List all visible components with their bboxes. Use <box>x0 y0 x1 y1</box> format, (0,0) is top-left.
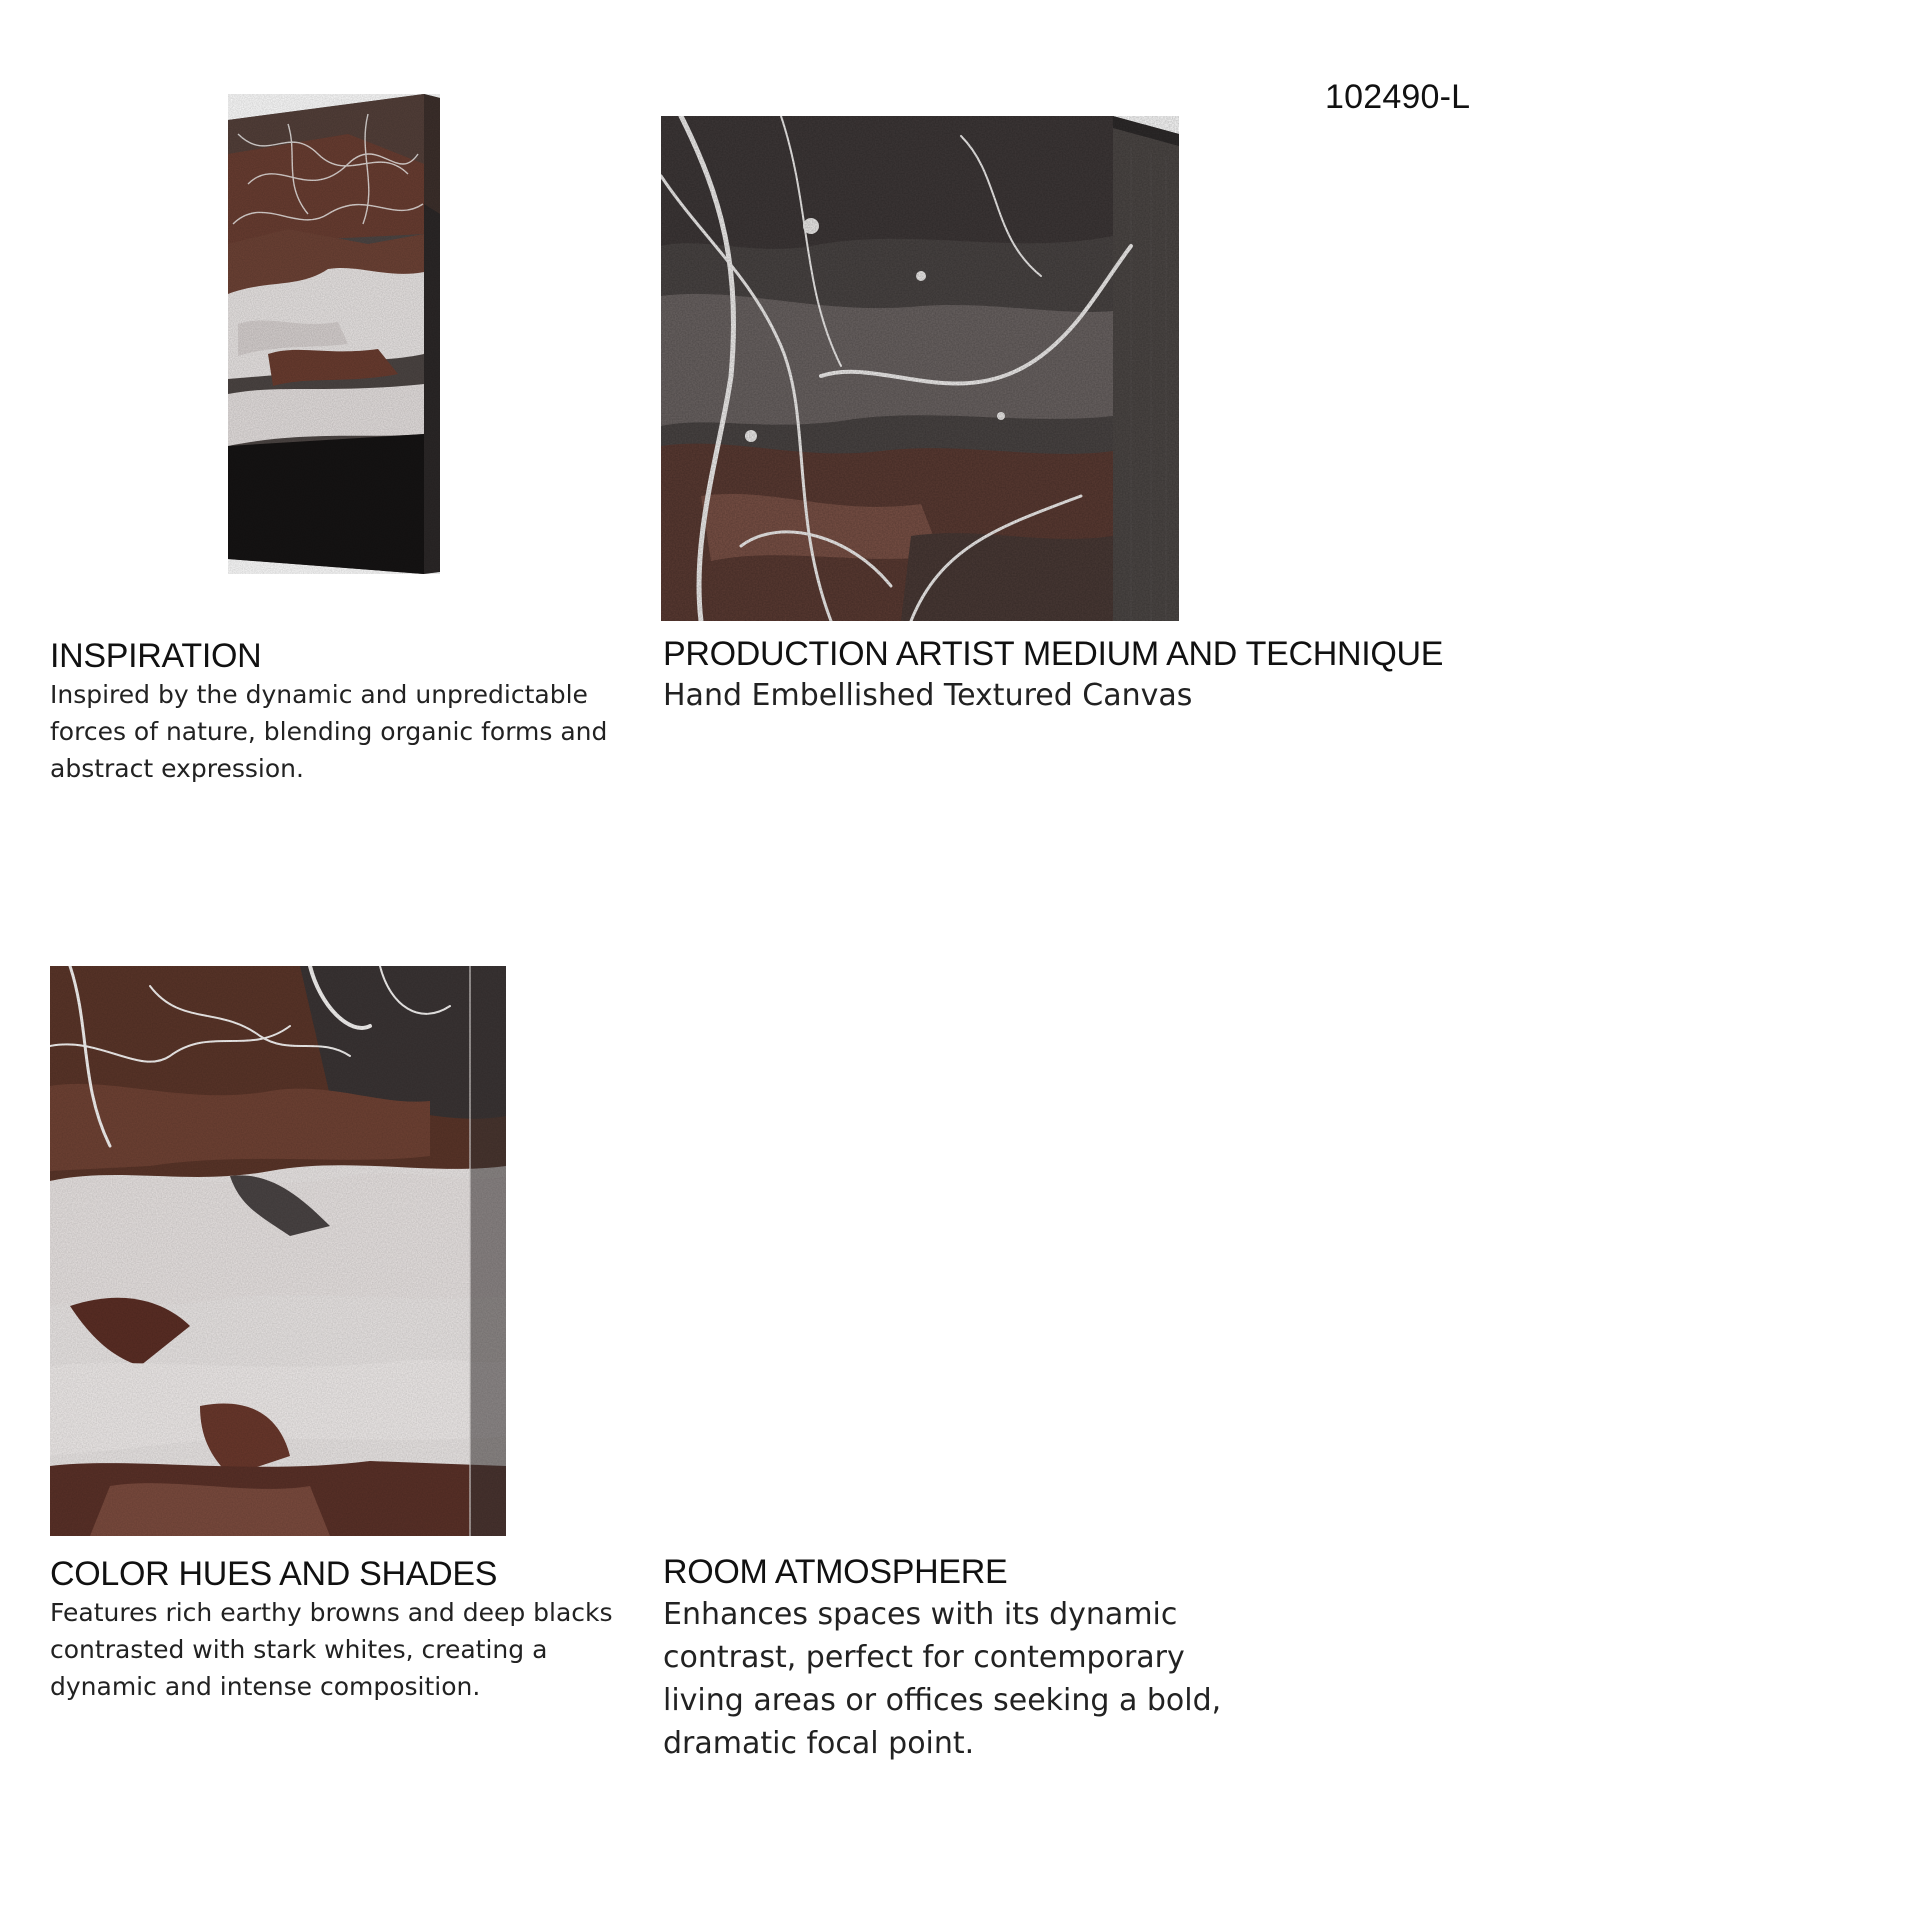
room-line-4: dramatic focal point. <box>663 1726 975 1761</box>
color-heading: COLOR HUES AND SHADES <box>50 1555 498 1593</box>
inspiration-text <box>50 676 620 787</box>
inspiration-line-1: Inspired by the dynamic and unpredictable <box>50 680 588 709</box>
inspiration-line-2: forces of nature, blending organic forms and <box>50 717 608 746</box>
color-line-2: contrasted with stark whites, creating a <box>50 1635 548 1664</box>
inspiration-heading: INSPIRATION <box>50 637 262 675</box>
color-text <box>50 1594 620 1705</box>
room-text <box>663 1593 1223 1765</box>
room-line-3: living areas or offices seeking a bold, <box>663 1683 1222 1718</box>
production-text: Hand Embellished Textured Canvas <box>663 678 1193 713</box>
product-sku: 102490-L <box>1325 78 1471 116</box>
production-heading: PRODUCTION ARTIST MEDIUM AND TECHNIQUE <box>663 635 1444 673</box>
inspiration-line-3: abstract expression. <box>50 754 304 783</box>
room-heading: ROOM ATMOSPHERE <box>663 1553 1008 1591</box>
canvas-detail-image <box>50 966 506 1536</box>
canvas-angle-image <box>228 94 440 574</box>
room-line-1: Enhances spaces with its dynamic <box>663 1597 1178 1632</box>
color-line-3: dynamic and intense composition. <box>50 1672 481 1701</box>
canvas-corner-closeup-image <box>661 116 1179 621</box>
room-line-2: contrast, perfect for contemporary <box>663 1640 1185 1675</box>
color-line-1: Features rich earthy browns and deep blacks <box>50 1598 613 1627</box>
